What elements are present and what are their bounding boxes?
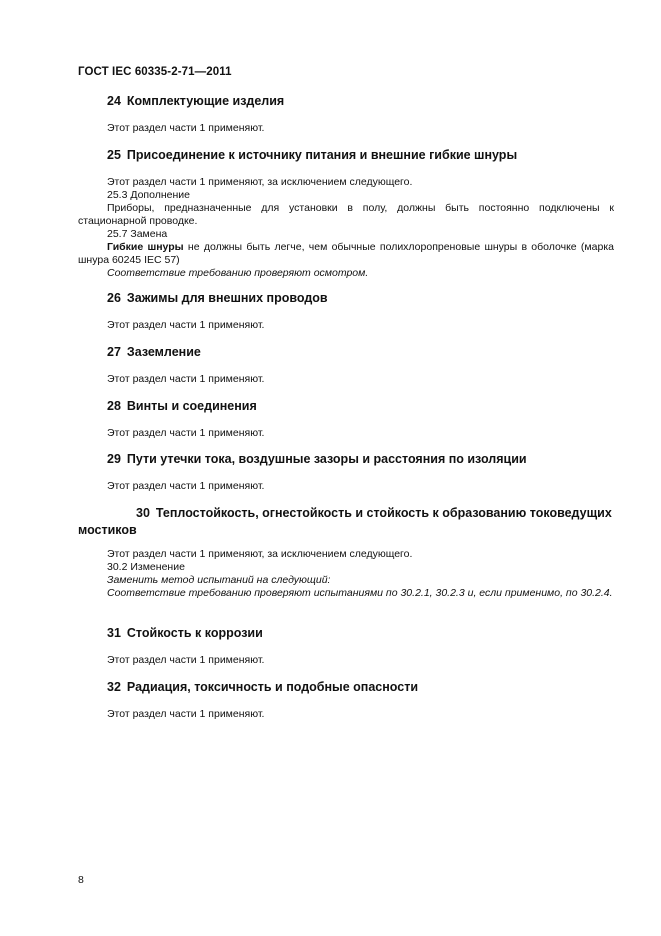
section-title: Винты и соединения: [126, 399, 257, 413]
section-heading: [78, 344, 614, 361]
section-heading: [78, 679, 614, 696]
defined-term: Гибкие шнуры: [107, 241, 184, 253]
section-title: Стойкость к коррозии: [126, 626, 263, 640]
subclause-heading: 25.7 Замена: [107, 228, 168, 240]
section-29: [78, 451, 614, 493]
document-header: ГОСТ IEC 60335-2-71—2011: [78, 66, 232, 78]
section-27: [78, 344, 614, 386]
section-31: [78, 625, 614, 667]
section-28: [78, 398, 614, 440]
section-number: 26: [107, 291, 121, 305]
section-32: [78, 679, 614, 721]
section-title: Радиация, токсичность и подобные опасности: [126, 680, 419, 694]
section-number: 27: [107, 345, 121, 359]
section-text: Этот раздел части 1 применяют.: [107, 373, 265, 385]
subclause-heading: 25.3 Дополнение: [107, 189, 190, 201]
section-text: Этот раздел части 1 применяют.: [107, 654, 265, 666]
section-heading: [78, 625, 614, 642]
section-title: Зажимы для внешних проводов: [126, 291, 328, 305]
section-number: 31: [107, 626, 121, 640]
section-30: [78, 505, 614, 600]
section-number: 24: [107, 94, 121, 108]
section-number: 25: [107, 148, 121, 162]
section-25: [78, 147, 614, 280]
section-heading: [78, 398, 614, 415]
page-number: 8: [78, 874, 84, 886]
section-heading: [78, 290, 614, 307]
section-text: Этот раздел части 1 применяют.: [107, 427, 265, 439]
section-text: Этот раздел части 1 применяют.: [107, 319, 265, 331]
subclause-text: Заменить метод испытаний на следующий:: [107, 574, 331, 586]
section-number: 28: [107, 399, 121, 413]
section-heading: [78, 147, 614, 164]
section-title: Пути утечки тока, воздушные зазоры и расстояния по изоляции: [126, 452, 527, 466]
section-title: Комплектующие изделия: [126, 94, 285, 108]
section-number: 32: [107, 680, 121, 694]
section-text: Этот раздел части 1 применяют.: [107, 122, 265, 134]
section-text: Этот раздел части 1 применяют, за исключением следующего.: [107, 176, 413, 188]
section-title: Присоединение к источнику питания и внешние гибкие шнуры: [126, 148, 518, 162]
section-24: [78, 93, 614, 135]
section-heading: [78, 93, 614, 110]
section-26: [78, 290, 614, 332]
compliance-text: Соответствие требованию проверяют испытаниями по 30.2.1, 30.2.3 и, если применимо, по 30.2.4.: [107, 587, 613, 599]
section-number: 30: [136, 506, 150, 520]
compliance-text: Соответствие требованию проверяют осмотром.: [107, 267, 369, 279]
section-title: Теплостойкость, огнестойкость и стойкость к образованию токоведущих мостиков: [78, 506, 612, 537]
section-heading: [78, 451, 614, 468]
subclause-text: [78, 241, 614, 267]
section-number: 29: [107, 452, 121, 466]
section-heading: [78, 505, 614, 539]
section-title: Заземление: [126, 345, 201, 359]
section-text: Этот раздел части 1 применяют.: [107, 480, 265, 492]
subclause-heading: 30.2 Изменение: [107, 561, 185, 573]
section-text: Этот раздел части 1 применяют, за исключением следующего.: [107, 548, 413, 560]
section-text: Этот раздел части 1 применяют.: [107, 708, 265, 720]
subclause-body: не должны быть легче, чем обычные полихлоропреновые шнуры в оболочке (марка шнура 60245 IEC 57): [78, 241, 614, 266]
subclause-text: Приборы, предназначенные для установки в полу, должны быть постоянно подключены к стационарной проводке.: [78, 202, 614, 227]
